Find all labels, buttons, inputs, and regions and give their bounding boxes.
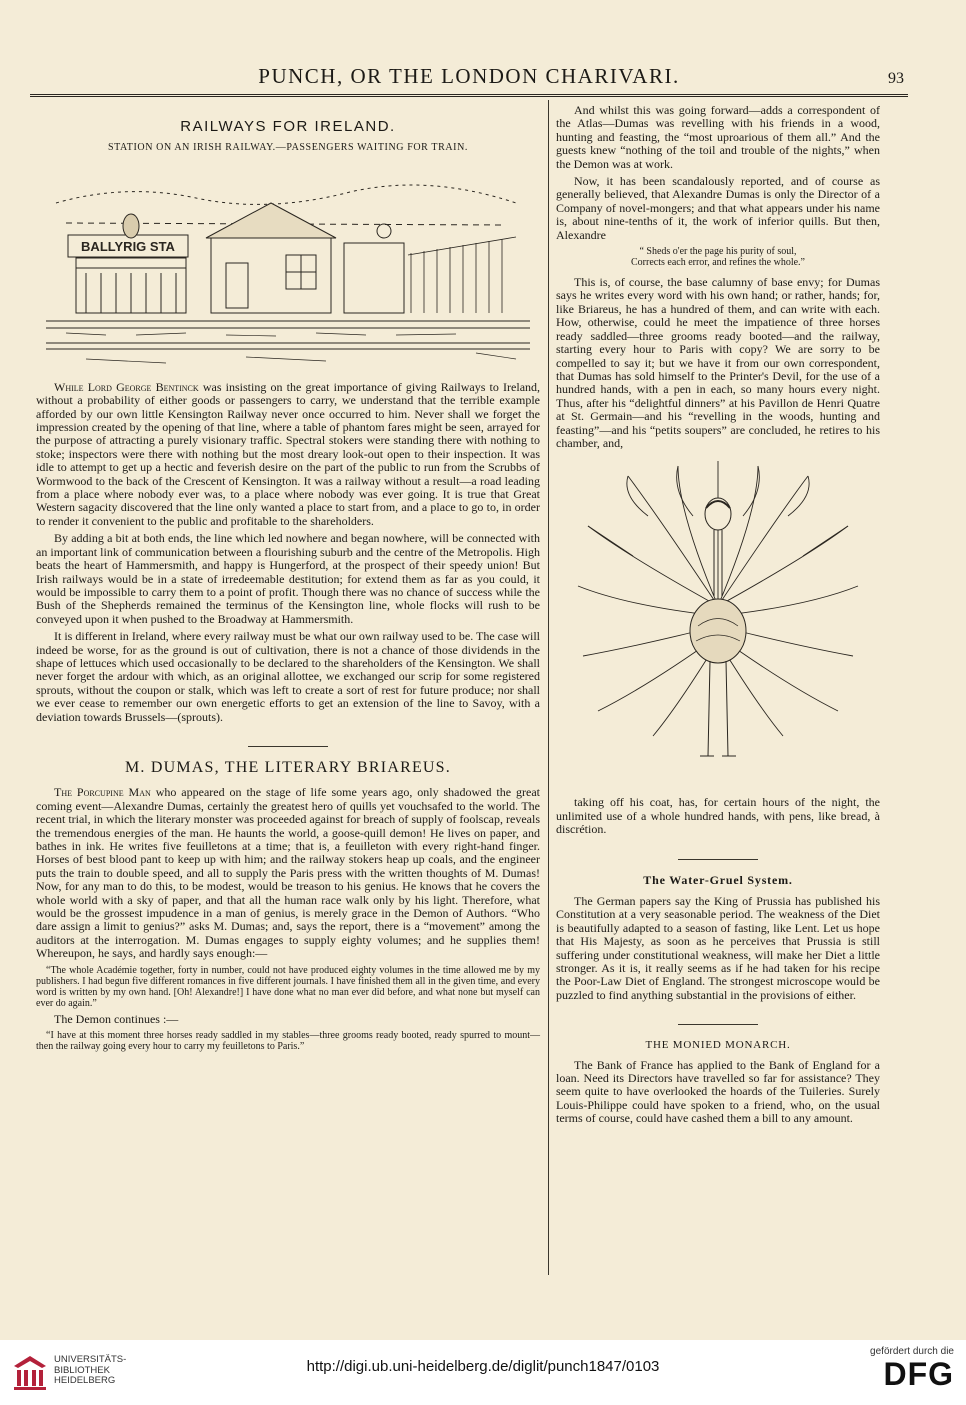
dumas-verse xyxy=(556,246,880,268)
water-gruel-paragraph: The German papers say the King of Prussia has published his Constitution at a very seasonable period. The weakness of the Diet is beautifully adapted to a season of fasting, like Lent. Let us hope that His Majesty, as soon as he perceives that Prussia is still suffering under constitutional weakness, will make her Diet a little stronger. As it is, it really seems as if he had taken for his recipe the Poor-Law Diet of England. The strongest microscope would be puzzled to find anything substantial in the provisions of either. xyxy=(556,893,880,1002)
viewer-footer xyxy=(0,1340,966,1405)
station-illustration xyxy=(46,163,530,371)
funder-credit xyxy=(870,1346,954,1391)
page-number: 93 xyxy=(888,70,904,87)
left-column xyxy=(36,108,540,1056)
dumas-quote-2: “I have at this moment three horses ready saddled in my stables—three grooms ready booted, ready spurred to mount—then the railway going every hour to carry my feuilletons to Paris.” xyxy=(36,1030,540,1053)
railways-caption: STATION ON AN IRISH RAILWAY.—PASSENGERS WAITING FOR TRAIN. xyxy=(107,142,469,154)
column-divider xyxy=(548,100,549,1275)
dumas-lead: The Porcupine Man xyxy=(54,785,151,800)
dumas-right-paragraph-1: And whilst this was going forward—adds a correspondent of the Atlas—Dumas was revelling with his friends in a wood, hunting and feasting, the “most uproarious of them all.” And the guests knew “nothing of the toil and trouble of the nights,” when the Demon was at work. xyxy=(556,103,880,171)
dfg-logo[interactable]: DFG xyxy=(883,1356,954,1392)
briareus-illustration xyxy=(568,456,868,786)
monied-monarch-paragraph: The Bank of France has applied to the Bank of England for a loan. Need its Directors have travelled so far for assistance? They seem quite to have overlooked the hoards of the Tuileries. Surely Louis-Philippe could have spoken to a friend, who, on the usual terms of course, could have cashed them a bill to any amount. xyxy=(556,1057,880,1126)
verse-line-1: “ Sheds o'er the page his purity of soul, xyxy=(639,246,797,258)
water-gruel-title: The Water-Gruel System. xyxy=(643,872,793,887)
source-url[interactable]: http://digi.ub.uni-heidelberg.de/diglit/punch1847/0103 xyxy=(306,1358,660,1375)
railways-title: RAILWAYS FOR IRELAND. xyxy=(180,118,396,135)
verse-line-2: Corrects each error, and refines the whole.” xyxy=(631,257,805,269)
dumas-title: M. DUMAS, THE LITERARY BRIAREUS. xyxy=(125,758,451,776)
railways-paragraph-3: It is different in Ireland, where every railway must be what our own railway used to be. The case will indeed be worse, for as the ground is out of cultivation, there is not a chance of those dividends in the shape of lettuces which used occasionally to be declared to the shareholders of the Kensington. We shall never forget the ardour with which, as an original allottee, we exchanged our scrip for some registered sprouts, without the coupon or stalk, which was left to create a sort of rest for future produce; nor shall we ever cease to remember our own energetic efforts to get an extension of the line to Savoy, with a deviation towards Brussels—(sprouts). xyxy=(36,629,540,724)
station-sign: BALLYRIG STA xyxy=(81,238,175,254)
library-name[interactable]: UNIVERSITÄTS- BIBLIOTHEK HEIDELBERG xyxy=(54,1354,127,1386)
dumas-right-paragraph-3: This is, of course, the base calumny of base envy; for Dumas says he writes every word with his own hand; or rather, hands; for, like Briareus, he has a hundred of them, and can write with each. How, otherwise, could he meet the impatience of three horses ready saddled—three grooms ready booted—and the railway, starting every hour to Paris with copy? We are sorry to be compelled to say it; but we have it from our own correspondent, that Dumas has sold himself to the Printer's Devil, for the use of a hundred hands, with a pen in each, so many hours every night. Thus, after his “delightful dinners” at his Pavillon de Henri Quatre at St. Germain—and his “revelling in the woods, hunting and feasting”—and his “petits soupers” are concluded, he retires to his chamber, and, xyxy=(556,275,880,450)
dumas-paragraph-1: The Porcupine Man who appeared on the stage of life some years ago, only shadowed the great coming event—Alexandre Dumas, certainly the greatest hero of quills yet vouchsafed to the world. The recent trial, in which the literary monster was proceeded against for breach of supply of foolscap, reveals the tremendous energies of the man. He haunts the world, a goose-quill demon! He lives on paper, and bathes in ink. He writes five feuilletons at a time; that is, a feuilleton with every right-hand finger. Horses of best blood pant to keep up with him; and the railway stokers heap up coals, and the engineer puts the train to double speed, and all to supply the Paris press with the written thoughts of M. Dumas! Now, for any man to do this, to be modest, would be treason to his genius. He knows that he covers the whole world with a sky of paper, and that all the human race walk only by his light. Therefore, what would be the grossest impudence in a man of genius, is merely grace in the Demon of Authors. “Who dare assign a limit to genius?” asks M. Dumas; and, says the report, there is a “movement” among the auditors at the interrogation. M. Dumas engages to supply eighty volumes; and he supplies them! Whereupon, he says, and hardly says enough:— xyxy=(36,785,540,961)
railways-paragraph-1: While Lord George Bentinck was insisting on the great importance of giving Railways to Ireland, without a probability of either goods or passengers to carry, we understand that the terrible example afforded by our own little Kensington Railway never once occurred to him. Never shall we forget the impression created by the opening of that line, where a table of phantom fares might be seen, arrayed for the purpose of attracting a purely visionary traffic. Spectral stokers were standing there with nothing to stoke; inspectors were there with nothing but the most dreary look-out open to their inspection. It was idle to attempt to get up a hectic and feverish desire on the part of the public to run from the Scrubbs of Wormwood to the back of the Crescent of Kensington. It was a railway without a result—a road leading from a place where nobody ever was, to a place where nobody was ever going. It is true that Great Western sagacity discovered that the line only wanted a place to start from, and a place to go to, in order to render it convenient to the public and profitable to the shareholders. xyxy=(36,379,541,528)
right-column xyxy=(556,104,880,1130)
dumas-continues: The Demon continues :— xyxy=(54,1011,179,1026)
dumas-right-paragraph-4: taking off his coat, has, for certain hours of the night, the unlimited use of a whole hundred hands, with pens, like bread, à discrétion. xyxy=(556,795,880,837)
railways-paragraph-2: By adding a bit at both ends, the line which led nowhere and began nowhere, will be connected with an important link of communication between a flourishing suburb and the centre of the Metropolis. High beats the heart of Hammersmith, and happy is Hungerford, at the prospect of their speedy union! But Irish railways would be in a state of irredeemable destitution; for extend them as far as you could, it would be impossible to carry them to a point of profit. Though there was no chance of success while the Bush of the Shepherds remained the terminus of the Kensington line, whole flocks will rush to be conveyed upon it when pushed to the Broadway at Hammersmith. xyxy=(36,531,540,626)
section-rule xyxy=(248,746,328,747)
page-header xyxy=(30,62,908,97)
funded-by-label: gefördert durch die xyxy=(870,1346,954,1357)
monied-monarch-title: THE MONIED MONARCH. xyxy=(645,1039,791,1052)
section-rule-right-2 xyxy=(678,1024,758,1025)
dumas-quote-1: “The whole Académie together, forty in number, could not have produced eighty volumes in the time allowed me by my publishers. I had begun five different romances in five different journals. I have finished them all in the given time, and every word is written by my own hand. [Oh! Alexandre!] I have done what no man ever did before, and what none but myself can ever do again.” xyxy=(36,964,540,1009)
section-rule-right xyxy=(678,859,758,860)
masthead-title: PUNCH, OR THE LONDON CHARIVARI. xyxy=(258,64,680,88)
railways-lead: While Lord George Bentinck xyxy=(54,379,199,394)
dumas-right-paragraph-2: Now, it has been scandalously reported, and of course as generally believed, that Alexandre Dumas is only the Director of a Company of novel-mongers; and that what appears under his name is, about nine-tenths of it, the work of inferior quills. But then, Alexandre xyxy=(556,174,880,242)
